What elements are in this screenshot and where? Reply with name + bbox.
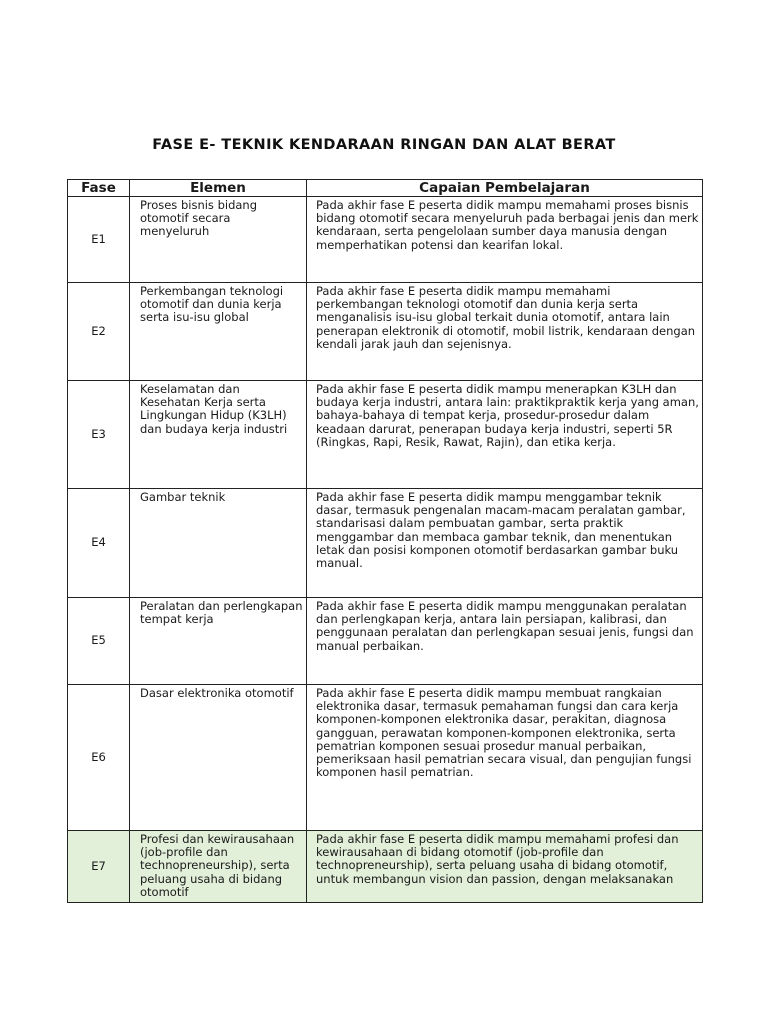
cell-elemen: Dasar elektronika otomotif [130, 685, 307, 831]
cell-elemen: Gambar teknik [130, 489, 307, 598]
cell-capaian: Pada akhir fase E peserta didik mampu memahami perkembangan teknologi otomotif dan dunia kerja serta menganalisis isu-isu global terkait dunia otomotif, antara lain penerapan elektronik di otomotif, mobil listrik, kendaraan dengan kendali jarak jauh dan sejenisnya. [307, 283, 703, 381]
cell-fase: E1 [68, 197, 130, 283]
table-row [68, 598, 703, 685]
table-row-highlighted [68, 831, 703, 903]
cell-capaian: Pada akhir fase E peserta didik mampu menggambar teknik dasar, termasuk pengenalan macam-macam peralatan gambar, standarisasi dalam pembuatan gambar, serta praktik menggambar dan membaca gambar teknik, dan menentukan letak dan posisi komponen otomotif berdasarkan gambar buku manual. [307, 489, 703, 598]
header-elemen: Elemen [130, 180, 307, 197]
cell-capaian: Pada akhir fase E peserta didik mampu menerapkan K3LH dan budaya kerja industri, antara lain: praktikpraktik kerja yang aman, bahaya-bahaya di tempat kerja, prosedur-prosedur dalam keadaan darurat, penerapan budaya kerja industri, seperti 5R (Ringkas, Rapi, Resik, Rawat, Rajin), dan etika kerja. [307, 381, 703, 489]
cell-elemen: Profesi dan kewirausahaan (job-profile dan technopreneurship), serta peluang usaha di bidang otomotif [130, 831, 307, 903]
cell-capaian: Pada akhir fase E peserta didik mampu membuat rangkaian elektronika dasar, termasuk pemahaman fungsi dan cara kerja komponen-komponen elektronika dasar, perakitan, diagnosa gangguan, perawatan komponen-komponen elektronika, serta pematrian komponen sesuai prosedur manual perbaikan, pemeriksaan hasil pematrian secara visual, dan pengujian fungsi komponen hasil pematrian. [307, 685, 703, 831]
cell-capaian: Pada akhir fase E peserta didik mampu menggunakan peralatan dan perlengkapan kerja, antara lain persiapan, kalibrasi, dan penggunaan peralatan dan perlengkapan sesuai jenis, fungsi dan manual perbaikan. [307, 598, 703, 685]
cell-fase: E2 [68, 283, 130, 381]
header-fase: Fase [68, 180, 130, 197]
table-row [68, 685, 703, 831]
table-row [68, 381, 703, 489]
table-row [68, 197, 703, 283]
curriculum-table-container [67, 179, 703, 899]
cell-capaian: Pada akhir fase E peserta didik mampu memahami profesi dan kewirausahaan di bidang otomotif (job-profile dan technopreneurship), serta peluang usaha di bidang otomotif, untuk membangun vision dan passion, dengan melaksanakan [307, 831, 703, 903]
table-row [68, 283, 703, 381]
cell-fase: E3 [68, 381, 130, 489]
cell-fase: E6 [68, 685, 130, 831]
document-title: FASE E- TEKNIK KENDARAAN RINGAN DAN ALAT BERAT [152, 137, 616, 153]
header-capaian: Capaian Pembelajaran [307, 180, 703, 197]
cell-capaian: Pada akhir fase E peserta didik mampu memahami proses bisnis bidang otomotif secara menyeluruh pada berbagai jenis dan merk kendaraan, serta pengelolaan sumber daya manusia dengan memperhatikan potensi dan kearifan lokal. [307, 197, 703, 283]
cell-elemen: Keselamatan dan Kesehatan Kerja serta Lingkungan Hidup (K3LH) dan budaya kerja industri [130, 381, 307, 489]
curriculum-table [67, 179, 703, 903]
cell-elemen: Peralatan dan perlengkapan tempat kerja [130, 598, 307, 685]
cell-elemen: Perkembangan teknologi otomotif dan dunia kerja serta isu-isu global [130, 283, 307, 381]
cell-fase: E5 [68, 598, 130, 685]
cell-fase: E4 [68, 489, 130, 598]
table-row [68, 489, 703, 598]
cell-elemen: Proses bisnis bidang otomotif secara menyeluruh [130, 197, 307, 283]
cell-fase: E7 [68, 831, 130, 903]
table-header-row [68, 180, 703, 197]
